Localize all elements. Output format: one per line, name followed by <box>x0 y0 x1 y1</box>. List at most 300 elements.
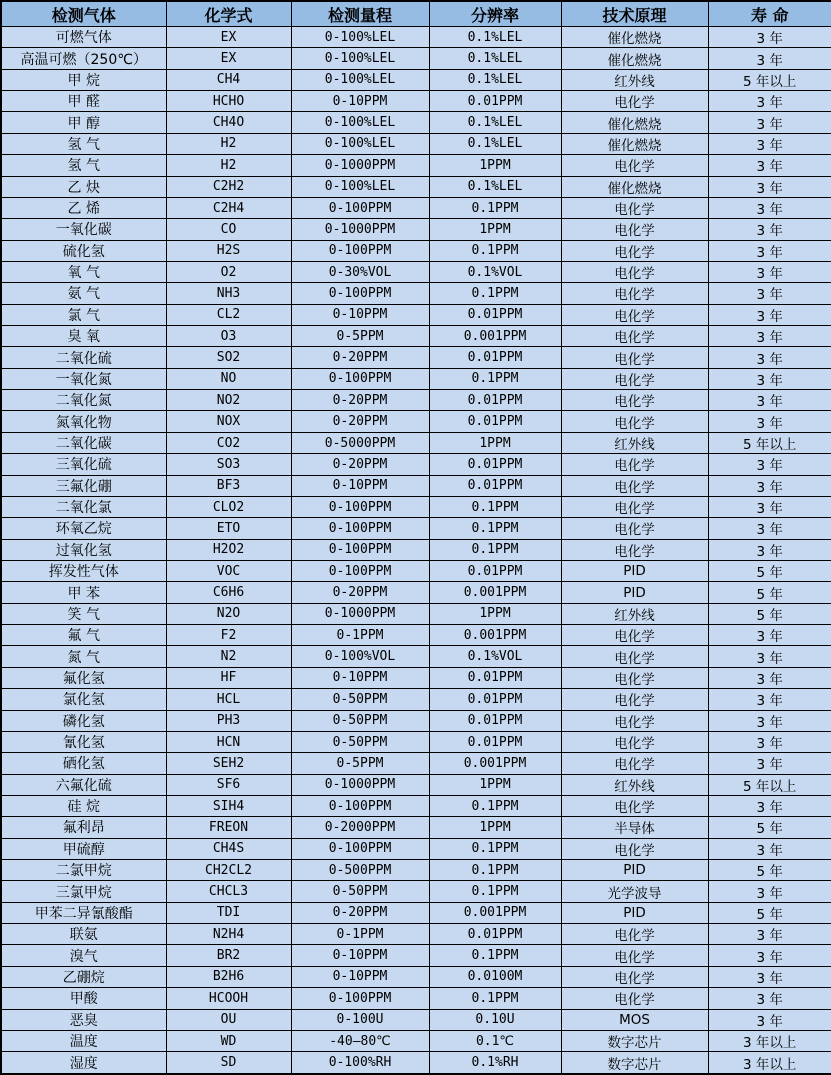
cell-resolution: 1PPM <box>429 603 561 624</box>
cell-range: 0-100%VOL <box>291 646 429 667</box>
cell-resolution: 0.1PPM <box>429 838 561 859</box>
cell-principle: 电化学 <box>561 155 708 176</box>
cell-principle: 电化学 <box>561 753 708 774</box>
table-row <box>1 924 831 945</box>
cell-formula: CH4S <box>166 838 291 859</box>
header-row <box>1 1 831 27</box>
table-row <box>1 240 831 261</box>
cell-range: 0-100%LEL <box>291 69 429 90</box>
cell-lifespan: 3 年 <box>708 91 831 112</box>
cell-formula: ETO <box>166 518 291 539</box>
cell-resolution: 0.001PPM <box>429 902 561 923</box>
cell-range: 0-10PPM <box>291 475 429 496</box>
cell-formula: CHCL3 <box>166 881 291 902</box>
cell-resolution: 0.1%LEL <box>429 69 561 90</box>
cell-resolution: 0.1PPM <box>429 283 561 304</box>
cell-principle: 电化学 <box>561 347 708 368</box>
cell-gas: 过氧化氢 <box>1 539 166 560</box>
cell-gas: 氢 气 <box>1 133 166 154</box>
cell-resolution: 0.1%VOL <box>429 261 561 282</box>
cell-lifespan: 3 年 <box>708 667 831 688</box>
cell-formula: C2H4 <box>166 197 291 218</box>
cell-lifespan: 3 年 <box>708 753 831 774</box>
cell-lifespan: 3 年 <box>708 112 831 133</box>
cell-gas: 联氨 <box>1 924 166 945</box>
cell-formula: BF3 <box>166 475 291 496</box>
table-row <box>1 667 831 688</box>
cell-gas: 臭 氧 <box>1 326 166 347</box>
cell-resolution: 0.1%LEL <box>429 27 561 48</box>
table-row <box>1 1052 831 1074</box>
cell-range: 0-100%LEL <box>291 112 429 133</box>
cell-range: 0-30%VOL <box>291 261 429 282</box>
cell-gas: 氟化氢 <box>1 667 166 688</box>
cell-formula: C2H2 <box>166 176 291 197</box>
cell-formula: NO <box>166 368 291 389</box>
cell-principle: 电化学 <box>561 390 708 411</box>
cell-lifespan: 3 年 <box>708 368 831 389</box>
cell-gas: 氟 气 <box>1 625 166 646</box>
cell-gas: 高温可燃（250℃） <box>1 48 166 69</box>
cell-principle: 电化学 <box>561 326 708 347</box>
cell-resolution: 0.01PPM <box>429 560 561 581</box>
table-row <box>1 48 831 69</box>
cell-principle: 电化学 <box>561 261 708 282</box>
cell-principle: MOS <box>561 1009 708 1030</box>
table-row <box>1 838 831 859</box>
cell-resolution: 0.1℃ <box>429 1030 561 1051</box>
cell-range: 0-20PPM <box>291 411 429 432</box>
cell-resolution: 0.1%LEL <box>429 176 561 197</box>
cell-range: 0-10PPM <box>291 667 429 688</box>
cell-gas: 乙 烯 <box>1 197 166 218</box>
cell-gas: 氰化氢 <box>1 731 166 752</box>
cell-lifespan: 3 年 <box>708 539 831 560</box>
column-header-lifespan: 寿 命 <box>708 1 831 27</box>
column-header-formula: 化学式 <box>166 1 291 27</box>
cell-resolution: 1PPM <box>429 432 561 453</box>
cell-principle: 数字芯片 <box>561 1052 708 1074</box>
cell-range: 0-20PPM <box>291 347 429 368</box>
cell-gas: 二氯甲烷 <box>1 860 166 881</box>
cell-principle: PID <box>561 860 708 881</box>
cell-range: 0-20PPM <box>291 454 429 475</box>
cell-formula: FREON <box>166 817 291 838</box>
cell-formula: O2 <box>166 261 291 282</box>
cell-principle: 催化燃烧 <box>561 27 708 48</box>
cell-range: 0-100%LEL <box>291 27 429 48</box>
cell-formula: NH3 <box>166 283 291 304</box>
cell-gas: 氮 气 <box>1 646 166 667</box>
cell-gas: 甲 醇 <box>1 112 166 133</box>
cell-principle: 催化燃烧 <box>561 112 708 133</box>
cell-lifespan: 3 年 <box>708 133 831 154</box>
cell-gas: 环氧乙烷 <box>1 518 166 539</box>
cell-formula: CH4 <box>166 69 291 90</box>
table-row <box>1 689 831 710</box>
column-header-resolution: 分辨率 <box>429 1 561 27</box>
table-row <box>1 368 831 389</box>
cell-range: 0-20PPM <box>291 902 429 923</box>
cell-range: 0-500PPM <box>291 860 429 881</box>
cell-gas: 硒化氢 <box>1 753 166 774</box>
cell-resolution: 1PPM <box>429 155 561 176</box>
cell-principle: 数字芯片 <box>561 1030 708 1051</box>
cell-formula: HCOOH <box>166 988 291 1009</box>
table-row <box>1 390 831 411</box>
cell-gas: 甲硫醇 <box>1 838 166 859</box>
cell-resolution: 0.01PPM <box>429 667 561 688</box>
cell-range: 0-100U <box>291 1009 429 1030</box>
cell-range: 0-1000PPM <box>291 774 429 795</box>
cell-principle: 电化学 <box>561 475 708 496</box>
cell-principle: 电化学 <box>561 667 708 688</box>
cell-range: 0-10PPM <box>291 966 429 987</box>
cell-lifespan: 3 年 <box>708 27 831 48</box>
cell-principle: PID <box>561 582 708 603</box>
cell-resolution: 0.01PPM <box>429 731 561 752</box>
cell-gas: 二氧化碳 <box>1 432 166 453</box>
table-row <box>1 817 831 838</box>
cell-range: 0-10PPM <box>291 304 429 325</box>
cell-resolution: 0.01PPM <box>429 347 561 368</box>
cell-range: 0-1000PPM <box>291 155 429 176</box>
cell-range: 0-50PPM <box>291 881 429 902</box>
cell-formula: N2H4 <box>166 924 291 945</box>
table-row <box>1 860 831 881</box>
cell-resolution: 0.1%RH <box>429 1052 561 1074</box>
cell-lifespan: 3 年 <box>708 240 831 261</box>
cell-formula: OU <box>166 1009 291 1030</box>
cell-gas: 三氯甲烷 <box>1 881 166 902</box>
cell-principle: 电化学 <box>561 454 708 475</box>
cell-resolution: 1PPM <box>429 219 561 240</box>
cell-principle: 电化学 <box>561 646 708 667</box>
table-row <box>1 560 831 581</box>
table-row <box>1 774 831 795</box>
table-row <box>1 1030 831 1051</box>
cell-lifespan: 3 年 <box>708 881 831 902</box>
cell-resolution: 0.01PPM <box>429 710 561 731</box>
cell-lifespan: 5 年 <box>708 902 831 923</box>
cell-formula: EX <box>166 27 291 48</box>
cell-gas: 一氧化碳 <box>1 219 166 240</box>
cell-range: -40—80℃ <box>291 1030 429 1051</box>
cell-lifespan: 3 年 <box>708 838 831 859</box>
cell-lifespan: 3 年 <box>708 48 831 69</box>
table-row <box>1 69 831 90</box>
cell-gas: 氯 气 <box>1 304 166 325</box>
table-row <box>1 197 831 218</box>
cell-range: 0-100PPM <box>291 795 429 816</box>
cell-principle: 电化学 <box>561 988 708 1009</box>
cell-range: 0-100PPM <box>291 240 429 261</box>
cell-resolution: 0.1%LEL <box>429 133 561 154</box>
cell-resolution: 0.1PPM <box>429 860 561 881</box>
cell-lifespan: 5 年 <box>708 582 831 603</box>
cell-gas: 甲酸 <box>1 988 166 1009</box>
cell-lifespan: 3 年 <box>708 304 831 325</box>
cell-gas: 二氧化硫 <box>1 347 166 368</box>
cell-principle: 电化学 <box>561 91 708 112</box>
cell-principle: 催化燃烧 <box>561 176 708 197</box>
cell-gas: 恶臭 <box>1 1009 166 1030</box>
cell-formula: HCN <box>166 731 291 752</box>
cell-range: 0-1PPM <box>291 625 429 646</box>
table-row <box>1 945 831 966</box>
cell-formula: PH3 <box>166 710 291 731</box>
cell-resolution: 1PPM <box>429 774 561 795</box>
table-row <box>1 176 831 197</box>
cell-principle: 红外线 <box>561 69 708 90</box>
table-row <box>1 432 831 453</box>
cell-formula: EX <box>166 48 291 69</box>
cell-gas: 硫化氢 <box>1 240 166 261</box>
cell-principle: 红外线 <box>561 774 708 795</box>
cell-resolution: 0.001PPM <box>429 326 561 347</box>
cell-principle: 电化学 <box>561 945 708 966</box>
cell-gas: 甲 醛 <box>1 91 166 112</box>
cell-gas: 甲 苯 <box>1 582 166 603</box>
cell-resolution: 0.001PPM <box>429 753 561 774</box>
cell-formula: SO2 <box>166 347 291 368</box>
cell-principle: 电化学 <box>561 304 708 325</box>
table-row <box>1 475 831 496</box>
cell-lifespan: 3 年 <box>708 945 831 966</box>
cell-lifespan: 3 年以上 <box>708 1052 831 1074</box>
cell-lifespan: 5 年 <box>708 817 831 838</box>
cell-resolution: 0.1PPM <box>429 881 561 902</box>
cell-range: 0-10PPM <box>291 945 429 966</box>
table-row <box>1 646 831 667</box>
table-row <box>1 283 831 304</box>
cell-gas: 笑 气 <box>1 603 166 624</box>
cell-resolution: 0.1%LEL <box>429 112 561 133</box>
cell-formula: C6H6 <box>166 582 291 603</box>
cell-range: 0-20PPM <box>291 390 429 411</box>
cell-formula: F2 <box>166 625 291 646</box>
cell-formula: CH2CL2 <box>166 860 291 881</box>
cell-principle: 电化学 <box>561 924 708 945</box>
cell-resolution: 0.001PPM <box>429 625 561 646</box>
cell-gas: 六氟化硫 <box>1 774 166 795</box>
cell-resolution: 0.1PPM <box>429 988 561 1009</box>
cell-gas: 氢 气 <box>1 155 166 176</box>
cell-formula: SO3 <box>166 454 291 475</box>
cell-principle: 催化燃烧 <box>561 133 708 154</box>
cell-gas: 湿度 <box>1 1052 166 1074</box>
cell-lifespan: 3 年 <box>708 283 831 304</box>
cell-lifespan: 3 年 <box>708 176 831 197</box>
cell-principle: 电化学 <box>561 966 708 987</box>
cell-gas: 氧 气 <box>1 261 166 282</box>
cell-lifespan: 3 年 <box>708 795 831 816</box>
cell-range: 0-100PPM <box>291 560 429 581</box>
table-row <box>1 881 831 902</box>
cell-resolution: 0.01PPM <box>429 304 561 325</box>
cell-range: 0-5PPM <box>291 753 429 774</box>
cell-formula: VOC <box>166 560 291 581</box>
cell-gas: 溴气 <box>1 945 166 966</box>
cell-principle: PID <box>561 902 708 923</box>
cell-lifespan: 5 年以上 <box>708 432 831 453</box>
cell-formula: CO2 <box>166 432 291 453</box>
cell-lifespan: 3 年 <box>708 924 831 945</box>
cell-resolution: 0.1PPM <box>429 539 561 560</box>
cell-formula: H2O2 <box>166 539 291 560</box>
cell-formula: HCL <box>166 689 291 710</box>
table-row <box>1 1009 831 1030</box>
cell-range: 0-50PPM <box>291 689 429 710</box>
table-row <box>1 261 831 282</box>
cell-resolution: 0.01PPM <box>429 689 561 710</box>
cell-resolution: 1PPM <box>429 817 561 838</box>
cell-resolution: 0.01PPM <box>429 411 561 432</box>
cell-range: 0-1PPM <box>291 924 429 945</box>
cell-range: 0-100PPM <box>291 988 429 1009</box>
cell-principle: 电化学 <box>561 518 708 539</box>
cell-gas: 甲 烷 <box>1 69 166 90</box>
cell-range: 0-100PPM <box>291 368 429 389</box>
cell-formula: SEH2 <box>166 753 291 774</box>
cell-gas: 挥发性气体 <box>1 560 166 581</box>
cell-principle: 电化学 <box>561 625 708 646</box>
cell-resolution: 0.1PPM <box>429 197 561 218</box>
cell-lifespan: 5 年 <box>708 603 831 624</box>
cell-lifespan: 3 年 <box>708 475 831 496</box>
table-row <box>1 539 831 560</box>
cell-resolution: 0.01PPM <box>429 91 561 112</box>
cell-resolution: 0.1%VOL <box>429 646 561 667</box>
cell-range: 0-5PPM <box>291 326 429 347</box>
cell-gas: 氨 气 <box>1 283 166 304</box>
cell-gas: 二氧化氯 <box>1 496 166 517</box>
cell-gas: 氟利昂 <box>1 817 166 838</box>
cell-lifespan: 3 年 <box>708 1009 831 1030</box>
cell-resolution: 0.1PPM <box>429 240 561 261</box>
cell-formula: NO2 <box>166 390 291 411</box>
cell-range: 0-100PPM <box>291 838 429 859</box>
cell-formula: N2O <box>166 603 291 624</box>
cell-formula: SF6 <box>166 774 291 795</box>
table-row <box>1 753 831 774</box>
table-row <box>1 112 831 133</box>
column-header-range: 检测量程 <box>291 1 429 27</box>
cell-lifespan: 3 年 <box>708 261 831 282</box>
cell-lifespan: 3 年 <box>708 454 831 475</box>
cell-lifespan: 3 年 <box>708 197 831 218</box>
table-row <box>1 731 831 752</box>
cell-range: 0-100%RH <box>291 1052 429 1074</box>
column-header-principle: 技术原理 <box>561 1 708 27</box>
cell-formula: CH4O <box>166 112 291 133</box>
cell-formula: CL2 <box>166 304 291 325</box>
cell-lifespan: 3 年 <box>708 155 831 176</box>
cell-resolution: 0.10U <box>429 1009 561 1030</box>
cell-principle: 红外线 <box>561 432 708 453</box>
cell-gas: 三氟化硼 <box>1 475 166 496</box>
cell-range: 0-100PPM <box>291 496 429 517</box>
cell-formula: H2 <box>166 155 291 176</box>
cell-formula: SIH4 <box>166 795 291 816</box>
cell-range: 0-20PPM <box>291 582 429 603</box>
cell-principle: 电化学 <box>561 240 708 261</box>
table-row <box>1 454 831 475</box>
table-row <box>1 411 831 432</box>
cell-lifespan: 3 年 <box>708 710 831 731</box>
cell-formula: WD <box>166 1030 291 1051</box>
cell-range: 0-100PPM <box>291 518 429 539</box>
cell-formula: B2H6 <box>166 966 291 987</box>
table-row <box>1 133 831 154</box>
cell-resolution: 0.01PPM <box>429 924 561 945</box>
cell-range: 0-100%LEL <box>291 133 429 154</box>
cell-lifespan: 3 年 <box>708 347 831 368</box>
cell-principle: 光学波导 <box>561 881 708 902</box>
cell-gas: 氮氧化物 <box>1 411 166 432</box>
cell-principle: 电化学 <box>561 710 708 731</box>
cell-range: 0-50PPM <box>291 731 429 752</box>
cell-gas: 硅 烷 <box>1 795 166 816</box>
cell-formula: HF <box>166 667 291 688</box>
cell-principle: 电化学 <box>561 368 708 389</box>
cell-formula: H2S <box>166 240 291 261</box>
cell-gas: 温度 <box>1 1030 166 1051</box>
cell-principle: 半导体 <box>561 817 708 838</box>
cell-resolution: 0.1PPM <box>429 945 561 966</box>
cell-formula: O3 <box>166 326 291 347</box>
cell-gas: 可燃气体 <box>1 27 166 48</box>
cell-principle: 电化学 <box>561 283 708 304</box>
column-header-gas: 检测气体 <box>1 1 166 27</box>
table-row <box>1 795 831 816</box>
table-row <box>1 625 831 646</box>
cell-range: 0-1000PPM <box>291 219 429 240</box>
cell-lifespan: 3 年 <box>708 988 831 1009</box>
cell-principle: 电化学 <box>561 731 708 752</box>
cell-gas: 一氧化氮 <box>1 368 166 389</box>
cell-resolution: 0.001PPM <box>429 582 561 603</box>
cell-lifespan: 3 年 <box>708 625 831 646</box>
cell-formula: CO <box>166 219 291 240</box>
cell-formula: NOX <box>166 411 291 432</box>
cell-range: 0-1000PPM <box>291 603 429 624</box>
table-row <box>1 326 831 347</box>
cell-formula: CLO2 <box>166 496 291 517</box>
cell-resolution: 0.1PPM <box>429 496 561 517</box>
cell-lifespan: 3 年 <box>708 496 831 517</box>
cell-formula: N2 <box>166 646 291 667</box>
cell-resolution: 0.1PPM <box>429 368 561 389</box>
cell-resolution: 0.0100M <box>429 966 561 987</box>
cell-resolution: 0.01PPM <box>429 475 561 496</box>
cell-gas: 二氧化氮 <box>1 390 166 411</box>
table-row <box>1 902 831 923</box>
cell-gas: 氯化氢 <box>1 689 166 710</box>
cell-principle: 电化学 <box>561 689 708 710</box>
cell-lifespan: 5 年 <box>708 560 831 581</box>
cell-formula: BR2 <box>166 945 291 966</box>
cell-range: 0-2000PPM <box>291 817 429 838</box>
cell-principle: PID <box>561 560 708 581</box>
cell-lifespan: 3 年 <box>708 219 831 240</box>
cell-principle: 电化学 <box>561 496 708 517</box>
table-row <box>1 496 831 517</box>
cell-formula: TDI <box>166 902 291 923</box>
cell-principle: 电化学 <box>561 795 708 816</box>
table-row <box>1 155 831 176</box>
cell-lifespan: 5 年以上 <box>708 69 831 90</box>
